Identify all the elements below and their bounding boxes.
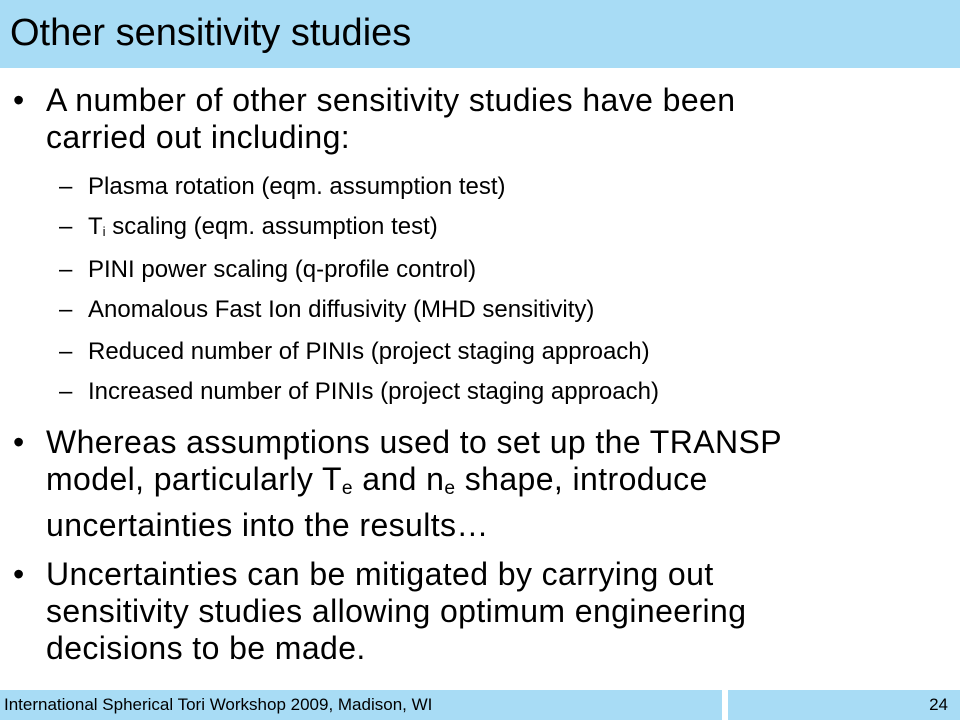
sub-item-text: $T_i$ scaling (eqm. assumption test) — [88, 213, 438, 240]
footer-workshop: International Spherical Tori Workshop 2009, Madison, WI — [4, 695, 433, 714]
bullet-intro — [13, 82, 926, 156]
bullet-text: sensitivity studies allowing optimum engineering — [46, 593, 747, 629]
sub-item — [59, 255, 908, 285]
sub-item — [59, 377, 908, 407]
title-bar — [0, 0, 960, 68]
bullet-text: A number of other sensitivity studies have been — [46, 82, 736, 118]
sub-item-text: Reduced number of PINIs (project staging approach) — [88, 338, 650, 365]
bullet-text: Whereas assumptions used to set up the TRANSP — [46, 424, 782, 460]
footer — [0, 690, 960, 720]
dash-marker: – — [59, 378, 73, 405]
sub-item-text: Increased number of PINIs (project staging approach) — [88, 378, 659, 405]
bullet-assumptions — [13, 424, 926, 544]
bullet-text: Uncertainties can be mitigated by carrying out — [46, 556, 714, 592]
footer-band-right — [728, 690, 960, 720]
page-number: 24 — [929, 695, 948, 714]
bullet-text: decisions to be made. — [46, 630, 366, 666]
dash-marker: – — [59, 256, 73, 283]
bullet-marker: • — [13, 556, 25, 592]
sub-item — [59, 295, 908, 325]
sub-item-text: PINI power scaling (q-profile control) — [88, 256, 477, 283]
dash-marker: – — [59, 296, 73, 323]
bullet-marker: • — [13, 424, 25, 460]
bullet-text: uncertainties into the results… — [46, 506, 489, 543]
bullet-text: carried out including: — [46, 119, 351, 155]
dash-marker: – — [59, 338, 73, 365]
bullet-mitigation — [13, 556, 926, 667]
dash-marker: – — [59, 173, 73, 200]
bullet-text: model, particularly $T_e$ and $n_e$ shape, introduce — [46, 461, 708, 499]
footer-band-left — [0, 690, 722, 720]
bullet-marker: • — [13, 82, 25, 118]
sub-item — [59, 172, 908, 202]
sub-item-text: Anomalous Fast Ion diffusivity (MHD sensitivity) — [88, 296, 595, 323]
slide-title: Other sensitivity studies — [10, 12, 412, 54]
dash-marker: – — [59, 213, 73, 240]
sub-item — [59, 212, 908, 247]
sub-item-text: Plasma rotation (eqm. assumption test) — [88, 173, 506, 200]
sub-item — [59, 337, 908, 367]
